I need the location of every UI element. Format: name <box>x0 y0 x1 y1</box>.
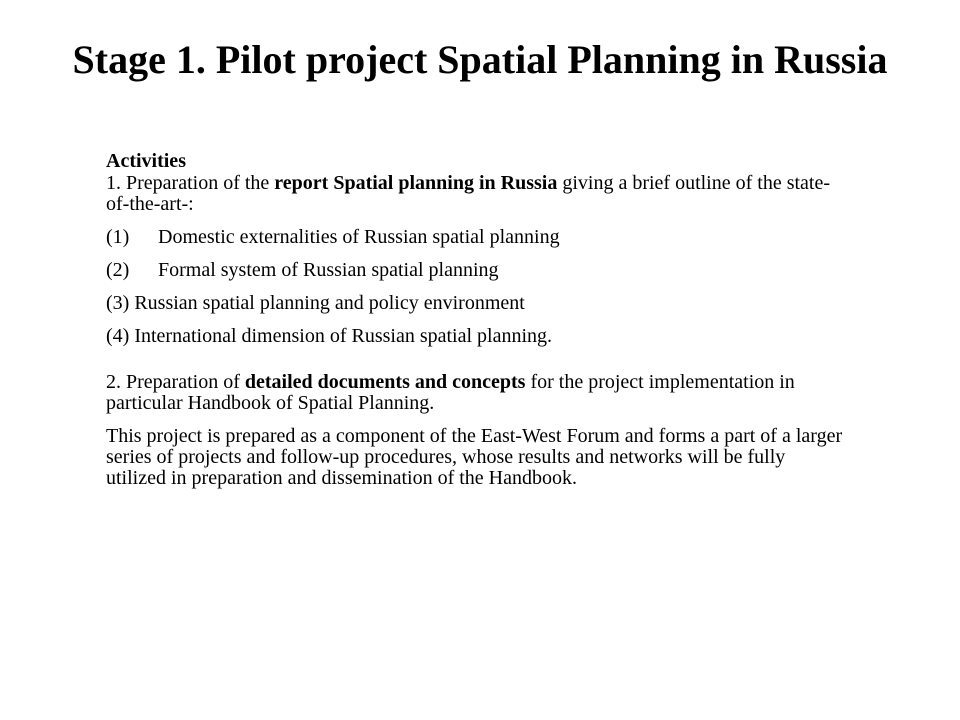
list-item-1 <box>106 227 846 248</box>
point-1 <box>106 173 846 215</box>
point-1-prefix: 1. Preparation of the <box>106 172 275 194</box>
list-item-2-text: Formal system of Russian spatial planning <box>158 259 499 281</box>
point-2-prefix: 2. Preparation of <box>106 371 245 393</box>
list-item-2-number: (2) <box>106 259 130 281</box>
list-item-4: (4) International dimension of Russian spatial planning. <box>106 325 553 347</box>
list-item-2 <box>106 260 846 281</box>
closing-paragraph: This project is prepared as a component of the East-West Forum and forms a part of a larger series of projects and follow-up procedures, whose results and networks will be fully utilized in preparation and dissemination of the Handbook. <box>106 425 843 489</box>
slide-body <box>106 150 846 489</box>
list-item-3: (3) Russian spatial planning and policy environment <box>106 292 525 314</box>
point-1-suffix: giving a brief outline of the state-of-the-art-: <box>106 172 831 215</box>
point-2-bold: detailed documents and concepts <box>244 371 526 393</box>
activities-heading: Activities <box>106 150 186 172</box>
point-1-bold: report Spatial planning in Russia <box>274 172 558 194</box>
list-item-1-number: (1) <box>106 226 130 248</box>
slide-title: Stage 1. Pilot project Spatial Planning in Russia <box>72 37 888 82</box>
point-2 <box>106 372 846 414</box>
list-item-1-text: Domestic externalities of Russian spatial planning <box>158 226 560 248</box>
point-2-suffix: for the project implementation in particular Handbook of Spatial Planning. <box>106 371 795 414</box>
